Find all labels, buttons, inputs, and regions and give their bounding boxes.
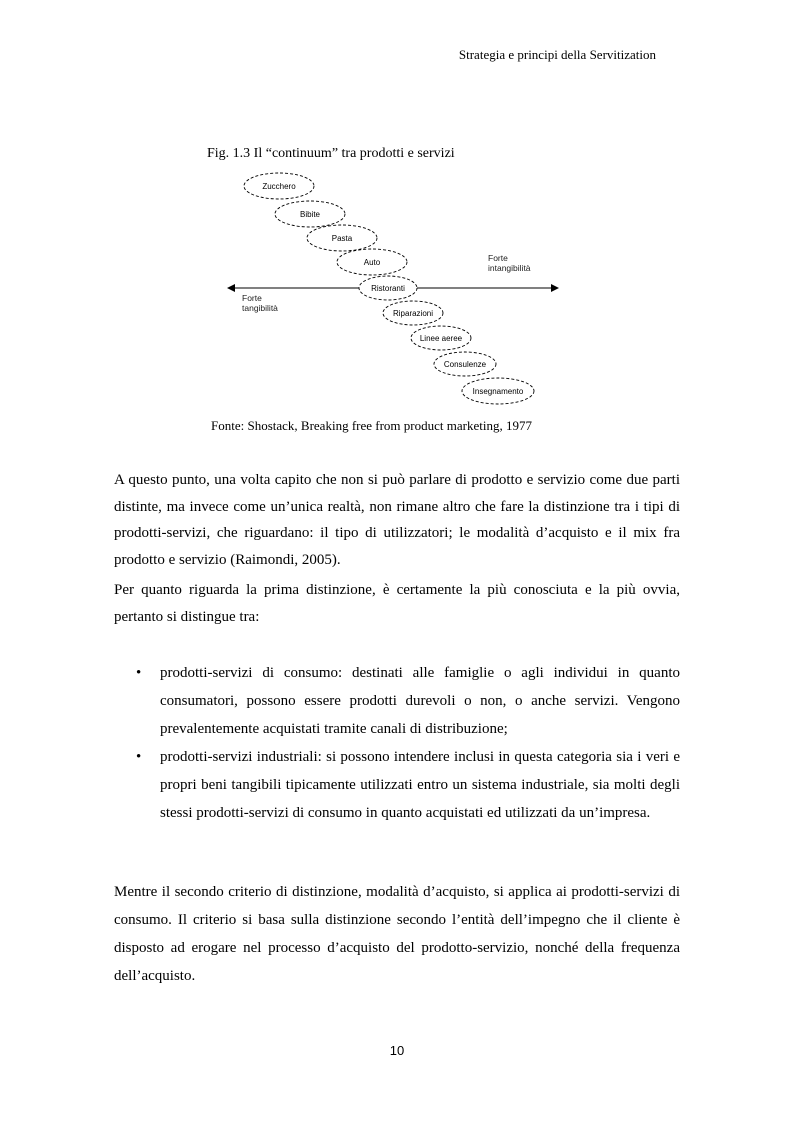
- oval-linee-aeree: [411, 326, 471, 350]
- bullet-dot: •: [136, 749, 142, 765]
- paragraph-1: A questo punto, una volta capito che non si può parlare di prodotto e servizio come due parti distinte, ma invece come un’unica realtà, non rimane altro che fare la distinzione tra i tipi di prodotti-servizi, che riguardano: il tipo di utilizzatori; le modalità d’acquisto e il mix fra prodotto e servizio (Raimondi, 2005).: [114, 472, 680, 568]
- oval-label: Ristoranti: [371, 284, 405, 293]
- list-item-text: prodotti-servizi industriali: si possono intendere inclusi in questa categoria sia i veri e propri beni tangibili tipicamente utilizzati entro un sistema industriale, sia molti degli stessi prodotti-servizi di consumo in quanto acquistati ed utilizzati da un’impresa.: [160, 749, 680, 821]
- oval-label: Auto: [363, 258, 381, 267]
- oval-label: Linee aeree: [419, 334, 463, 343]
- right-label-line2: intangibilità: [488, 263, 531, 273]
- oval-label: Riparazioni: [392, 309, 434, 318]
- oval-bibite: [275, 201, 345, 227]
- bullet-dot: •: [136, 665, 142, 681]
- oval-consulenze: [434, 352, 496, 376]
- oval-zucchero: [244, 173, 314, 199]
- continuum-diagram: [220, 168, 570, 413]
- paragraph-3: Mentre il secondo criterio di distinzione, modalità d’acquisto, si applica ai prodotti-servizi di consumo. Il criterio si basa sulla distinzione secondo l’entità dell’impegno che il cliente è disposto ad erogare nel processo d’acquisto del prodotto-servizio, nonché della frequenza dell’acquisto.: [114, 884, 680, 984]
- figure-caption: Fig. 1.3 Il “continuum” tra prodotti e servizi: [207, 146, 455, 161]
- paragraph-2: Per quanto riguarda la prima distinzione, è certamente la più conosciuta e la più ovvia, pertanto si distingue tra:: [114, 582, 680, 625]
- running-header: Strategia e principi della Servitization: [458, 47, 656, 62]
- oval-insegnamento: [462, 378, 534, 404]
- left-label-line1: Forte: [242, 293, 262, 303]
- figure-source: Fonte: Shostack, Breaking free from product marketing, 1977: [211, 418, 532, 433]
- bullet-list: [114, 659, 680, 827]
- left-label-line2: tangibilità: [242, 303, 278, 313]
- page-number: 10: [389, 1043, 405, 1058]
- oval-label: Consulenze: [443, 360, 487, 369]
- list-item: [114, 659, 680, 743]
- oval-auto: [337, 249, 407, 275]
- oval-label: Pasta: [331, 234, 353, 243]
- oval-ristoranti: [359, 276, 417, 300]
- list-item: [114, 743, 680, 827]
- oval-label: Zucchero: [262, 182, 296, 191]
- oval-riparazioni: [383, 301, 443, 325]
- oval-pasta: [307, 225, 377, 251]
- oval-label: Insegnamento: [472, 387, 524, 396]
- right-label-line1: Forte: [488, 253, 508, 263]
- list-item-text: prodotti-servizi di consumo: destinati alle famiglie o agli individui in quanto consumatori, possono essere prodotti durevoli o non, o anche servizi. Vengono prevalentemente acquistati tramite canali di distribuzione;: [160, 665, 680, 737]
- oval-label: Bibite: [299, 210, 321, 219]
